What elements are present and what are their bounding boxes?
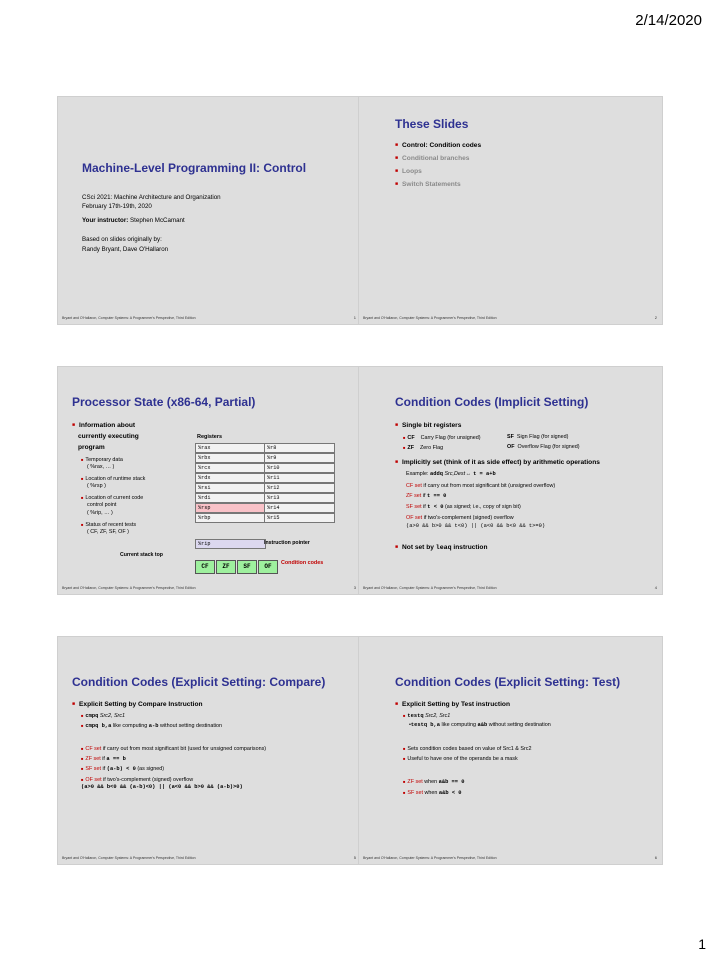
testq-meaning: •testq b,a like computing a&b without setting destination [409, 722, 551, 728]
register-r14: %r14 [264, 503, 335, 513]
slide-title: Condition Codes (Explicit Setting: Test) [395, 675, 621, 689]
cmpq-syntax: ■ cmpq Src2, Src1 [81, 713, 126, 719]
flag-desc-of: OF Overflow Flag (for signed) [507, 444, 580, 450]
register-rax: %rax [195, 443, 266, 453]
register-rip: %rip [195, 539, 266, 549]
list-item: ■ Switch Statements [395, 181, 461, 188]
register-r15: %r15 [264, 513, 335, 523]
slide-2 [358, 96, 663, 325]
sub-item: ■ Temporary data [81, 457, 123, 463]
of-condition-code: (a>0 && b>0 && t<0) || (a<0 && b<0 && t>=0) [406, 523, 546, 529]
bullet: ■ Explicit Setting by Compare Instruction [72, 701, 203, 708]
cf-set-line: ■ CF set if carry out from most significant bit (used for unsigned comparisons) [81, 746, 267, 752]
register-r13: %r13 [264, 493, 335, 503]
list-item: ■ Control: Condition codes [395, 142, 481, 149]
slide-footer: Bryant and O'Hallaron, Computer Systems: A Programmer's Perspective, Third Edition [62, 856, 196, 860]
slide-3 [57, 366, 362, 595]
sub-item: ( CF, ZF, SF, OF ) [87, 529, 129, 535]
stack-top-label: Current stack top [120, 552, 163, 558]
flag-desc-cf: ■ CF Carry Flag (for unsigned) [403, 435, 481, 441]
instruction-pointer-label: Instruction pointer [264, 540, 310, 546]
based-on: Based on slides originally by: [82, 236, 162, 243]
flag-desc-zf: ■ ZF Zero Flag [403, 445, 444, 451]
sf-set-line: ■ SF set if (a-b) < 0 (as signed) [81, 766, 164, 772]
slide-number: 2 [654, 315, 657, 320]
slide-4 [358, 366, 663, 595]
flag-cf: CF [195, 560, 215, 574]
original-authors: Randy Bryant, Dave O'Hallaron [82, 246, 169, 253]
sets-condition-codes: ■ Sets condition codes based on value of Src1 & Src2 [403, 746, 532, 752]
slide-title: Condition Codes (Explicit Setting: Compare) [72, 675, 326, 689]
of-condition-code: (a>0 && b<0 && (a-b)<0) || (a<0 && b>0 && (a-b)>0) [81, 784, 243, 790]
sub-item: ■ Location of runtime stack [81, 476, 146, 482]
slide-footer: Bryant and O'Hallaron, Computer Systems: A Programmer's Perspective, Third Edition [62, 586, 196, 590]
register-rcx: %rcx [195, 463, 266, 473]
lecture-dates: February 17th-19th, 2020 [82, 203, 152, 210]
of-set-line: ■ OF set if two's-complement (signed) overflow [81, 777, 194, 783]
list-item: ■ Conditional branches [395, 155, 469, 162]
slide-number: 5 [353, 855, 356, 860]
instructor-line: Your instructor: Stephen McCamant [82, 217, 185, 224]
zf-set-line: ■ ZF set if a == b [81, 756, 126, 762]
sub-item: ■ Status of recent tests [81, 522, 137, 528]
intro-line: currently executing [78, 433, 139, 440]
slide-number: 1 [353, 315, 356, 320]
register-rdi: %rdi [195, 493, 266, 503]
slide-1 [57, 96, 362, 325]
slide-title: Processor State (x86-64, Partial) [72, 395, 256, 409]
example-line: Example: addq Src,Dest ↔ t = a+b [406, 471, 496, 477]
zf-set-line: ZF set if t == 0 [406, 493, 447, 499]
flag-desc-sf: SF Sign Flag (for signed) [507, 434, 569, 440]
register-rsp: %rsp [195, 503, 266, 513]
bullet: ■ Single bit registers [395, 422, 461, 429]
condition-codes-label: Condition codes [281, 560, 324, 566]
course-name: CSci 2021: Machine Architecture and Organization [82, 194, 221, 201]
testq-syntax: ■ testq Src2, Src1 [403, 713, 451, 719]
intro-line: program [78, 444, 105, 451]
sub-item: ■ Location of current code [81, 495, 144, 501]
slide-number: 4 [654, 585, 657, 590]
sf-set-line: SF set if t < 0 (as signed; i.e., copy of sign bit) [406, 504, 521, 510]
register-r10: %r10 [264, 463, 335, 473]
register-rbp: %rbp [195, 513, 266, 523]
bullet: ■ Implicitly set (think of it as side effect) by arithmetic operations [395, 459, 600, 466]
slide-footer: Bryant and O'Hallaron, Computer Systems: A Programmer's Perspective, Third Edition [62, 316, 196, 320]
slide-footer: Bryant and O'Hallaron, Computer Systems: A Programmer's Perspective, Third Edition [363, 316, 497, 320]
slide-title: Condition Codes (Implicit Setting) [395, 395, 589, 409]
sf-set-line: ■ SF set when a&b < 0 [403, 790, 462, 796]
list-item: ■ Loops [395, 168, 422, 175]
slide-footer: Bryant and O'Hallaron, Computer Systems: A Programmer's Perspective, Third Edition [363, 856, 497, 860]
slide-title: Machine-Level Programming II: Control [82, 161, 307, 175]
register-rbx: %rbx [195, 453, 266, 463]
slide-title: These Slides [395, 117, 469, 131]
intro-line: ■ Information about [72, 422, 135, 429]
register-r9: %r9 [264, 453, 335, 463]
registers-label: Registers [197, 434, 223, 440]
flag-of: OF [258, 560, 278, 574]
slide-footer: Bryant and O'Hallaron, Computer Systems: A Programmer's Perspective, Third Edition [363, 586, 497, 590]
sub-item: ( %rax, … ) [87, 464, 115, 470]
register-rdx: %rdx [195, 473, 266, 483]
slide-number: 6 [654, 855, 657, 860]
of-set-line: OF set if two's-complement (signed) overflow [406, 515, 514, 521]
mask-note: ■ Useful to have one of the operands be a mask [403, 756, 518, 762]
register-rsi: %rsi [195, 483, 266, 493]
page-date: 2/14/2020 [635, 12, 702, 29]
slide-5 [57, 636, 362, 865]
cf-set-line: CF set if carry out from most significant bit (unsigned overflow) [406, 483, 556, 489]
sub-item: ( %rsp ) [87, 483, 106, 489]
zf-set-line: ■ ZF set when a&b == 0 [403, 779, 465, 785]
bullet: ■ Explicit Setting by Test instruction [395, 701, 510, 708]
slide-6 [358, 636, 663, 865]
flag-sf: SF [237, 560, 257, 574]
slide-number: 3 [353, 585, 356, 590]
bullet: ■ Not set by leaq instruction [395, 544, 488, 551]
sub-item: control point [87, 502, 117, 508]
register-r12: %r12 [264, 483, 335, 493]
register-r11: %r11 [264, 473, 335, 483]
sub-item: ( %rip, … ) [87, 510, 113, 516]
cmpq-meaning: ■ cmpq b,a like computing a-b without setting destination [81, 723, 223, 729]
page-number: 1 [698, 936, 706, 952]
register-r8: %r8 [264, 443, 335, 453]
flag-zf: ZF [216, 560, 236, 574]
